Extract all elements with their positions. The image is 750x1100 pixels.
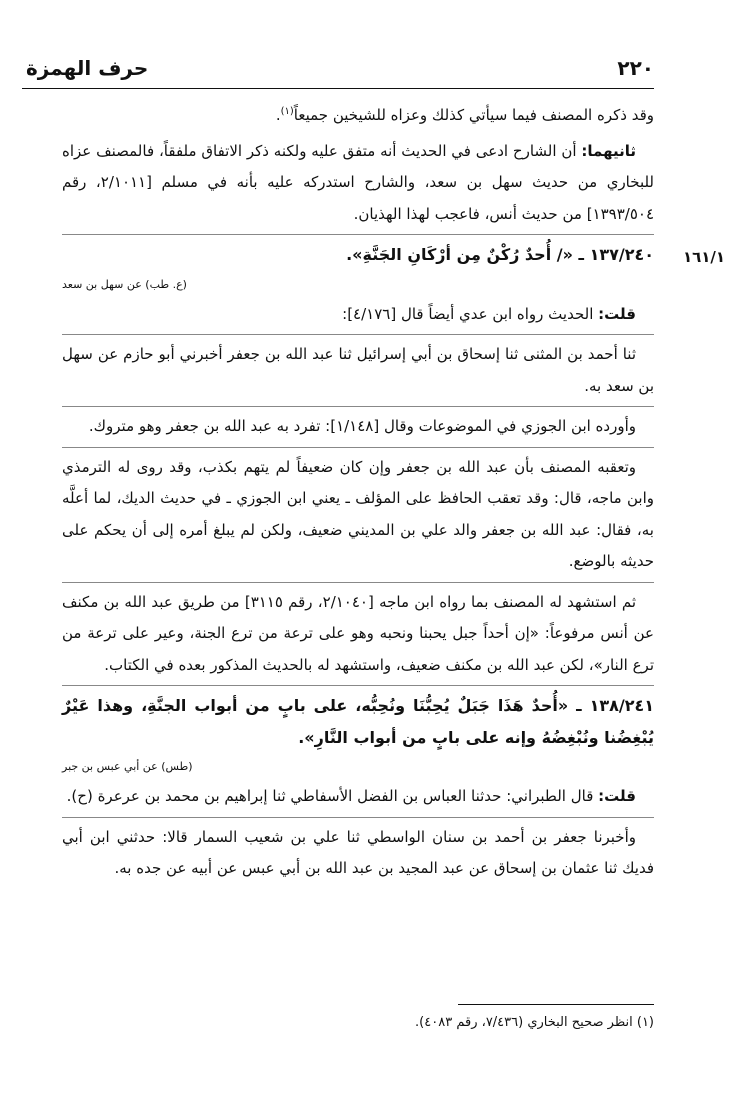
separator [62,334,654,335]
separator [62,817,654,818]
hadith-1-source: (ع. طب) عن سهل بن سعد [62,277,187,291]
comment-2 [62,781,654,813]
page-header [22,52,654,89]
separator [62,685,654,686]
paragraph-5: وتعقبه المصنف بأن عبد الله بن جعفر وإن كان ضعيفاً لم يتهم بكذب، وقد روى له الترمذي وابن ماجه، قال: وقد تعقب الحافظ على المؤلف ـ يعني ابن الجوزي ـ في حديث الديك، لما أعلَّه به، فقال: عبد الله بن جعفر والد علي بن المديني ضعيف، ولكن لم يبلغ أمره إلى أن يحكم على حديثه بالوضع. [62,457,654,570]
comment-1 [62,299,654,331]
paragraph-1-end: . [275,106,281,124]
footnote-rule [458,1004,654,1005]
footnote-number: (١) [636,1015,654,1030]
paragraph-1-text: وقد ذكره المصنف فيما سيأتي كذلك وعزاه للشيخين جميعاً [293,106,654,124]
margin-reference: ١٦١/١ [682,248,726,266]
comment-2-text: قال الطبراني: حدثنا العباس بن الفضل الأسفاطي ثنا إبراهيم بن محمد بن عرعرة (ح). [66,787,594,805]
hadith-1-number: ١٣٧/٢٤٠ ـ [578,245,654,264]
separator [62,447,654,448]
chapter-title: حرف الهمزة [26,56,149,80]
paragraph-7: وأخبرنا جعفر بن أحمد بن سنان الواسطي ثنا علي بن شعيب السمار قالا: حدثني ابن أبي فديك ثنا عثمان بن إسحاق عن عبد المجيد بن عبد الله بن أبي عبس عن أبيه عن جده به. [62,827,654,877]
footnote [62,1013,654,1033]
paragraph-4: وأورده ابن الجوزي في الموضوعات وقال [١/١٤٨]: تفرد به عبد الله بن جعفر وهو متروك. [88,417,636,435]
paragraph-2 [62,136,654,231]
hadith-2-text: «أُحدٌ هَذَا جَبَلٌ يُحِبُّنَا ونُحِبُّه، على بابٍ من أبواب الجنَّةِ، وهذا عَيْرٌ يُبْغِضُنا ونُبْغِضُهُ وإنه على بابٍ من أبواب النَّارِ». [62,696,654,747]
page-number: ٢٢٠ [617,56,654,80]
hadith-2-source: (طس) عن أبي عبس بن جبر [62,760,193,773]
hadith-2 [62,690,654,753]
second-point-label: ثانيهما: [581,141,636,160]
hadith-1 [62,239,654,271]
paragraph-3: ثنا أحمد بن المثنى ثنا إسحاق بن أبي إسرائيل ثنا عبد الله بن جعفر أخبرني أبو حازم عن سهل بن سعد به. [62,345,654,395]
hadith-1-text: «/ أُحدٌ رُكْنٌ مِن أرْكَانِ الجَنَّةِ». [346,245,573,264]
separator [62,406,654,407]
separator [62,582,654,583]
comment-2-label: قلت: [598,787,636,805]
comment-1-text: الحديث رواه ابن عدي أيضاً قال [٤/١٧٦]: [342,304,594,323]
paragraph-6: ثم استشهد له المصنف بما رواه ابن ماجه [٢/١٠٤٠، رقم ٣١١٥] من طريق عبد الله بن مكنف عن أنس مرفوعاً: «إن أحداً جبل يحبنا ونحبه وهو على ترعة من ترع الجنة، وعير على ترعة من ترع النار»، لكن عبد الله بن مكنف ضعيف، واستشهد له بالحديث المذكور بعده في الكتاب. [62,592,654,674]
paragraph-1 [62,96,654,132]
page-body [62,96,654,889]
footnote-marker: (١) [280,106,294,117]
paragraph-2-text: أن الشارح ادعى في الحديث أنه متفق عليه ولكنه ذكر الاتفاق ملفقاً، فالمصنف عزاه للبخاري من حديث سهل بن سعد، والشارح استدركه عليه بأنه في مسلم [٢/١٠١١، رقم ١٣٩٣/٥٠٤] من حديث أنس، فاعجب لهذا الهذيان. [62,141,655,223]
footnote-text: انظر صحيح البخاري (٧/٤٣٦، رقم ٤٠٨٣). [415,1015,633,1030]
hadith-2-number: ١٣٨/٢٤١ ـ [576,696,654,715]
comment-1-label: قلت: [598,304,636,323]
separator [62,234,654,235]
